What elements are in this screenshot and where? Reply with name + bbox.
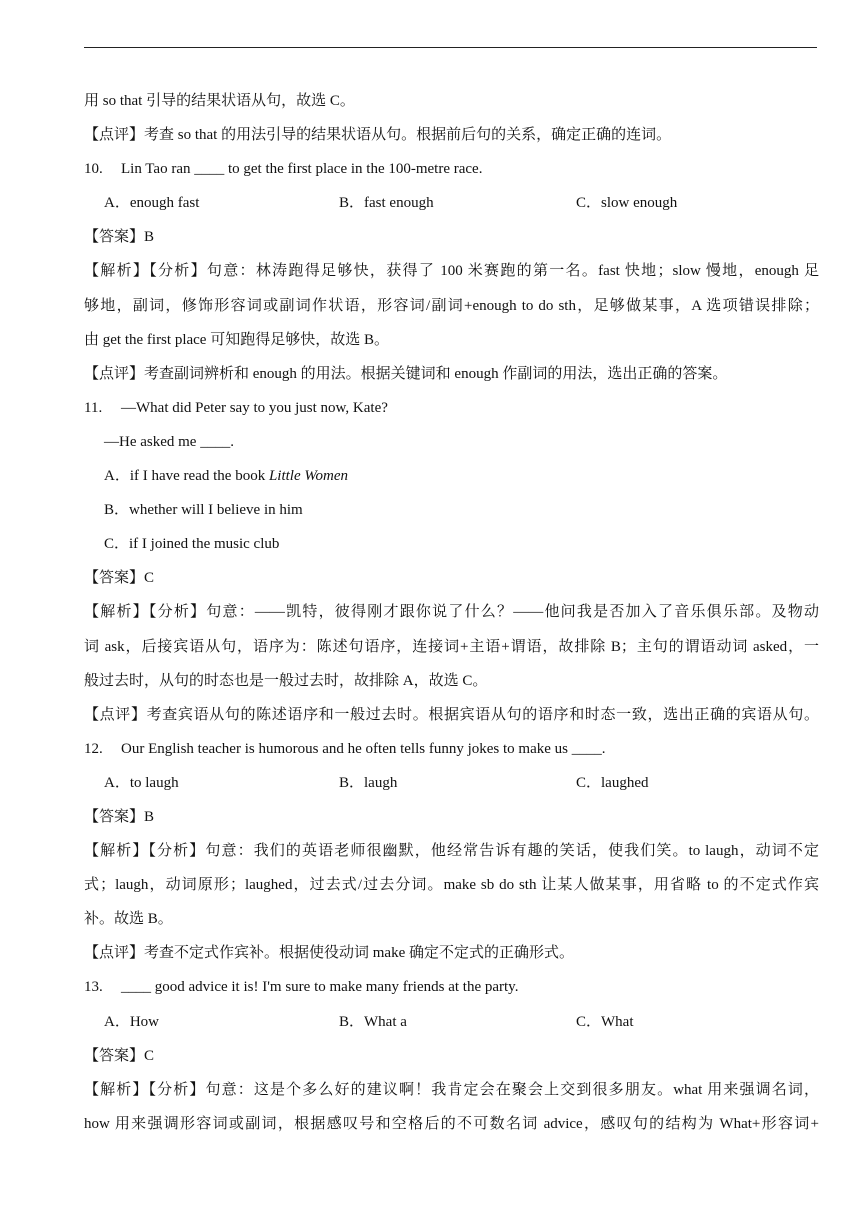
option-a [84, 459, 819, 493]
option-c: C．slow enough [576, 195, 678, 212]
analysis-line: 【解析】【分析】句意：我们的英语老师很幽默，他经常告诉有趣的笑话，使我们笑。to laugh，动词不定 [84, 843, 819, 860]
analysis-line: 补。故选 B。 [84, 911, 173, 928]
analysis-line: 【解析】【分析】句意：林涛跑得足够快，获得了 100 米赛跑的第一名。fast 快地；slow 慢地，enough 足 [84, 263, 819, 280]
question-stem: Our English teacher is humorous and he often tells funny jokes to make us ____. [121, 740, 606, 757]
question-13 [84, 970, 819, 1004]
question-number: 12. [84, 740, 103, 757]
option-a: A．to laugh [104, 774, 179, 791]
comment-line: 【点评】考查副词辨析和 enough 的用法。根据关键词和 enough 作副词的用法，选出正确的答案。 [84, 365, 728, 382]
book-title: Little Women [268, 468, 348, 485]
analysis-line: 【解析】【分析】句意：——凯特，彼得刚才跟你说了什么？——他问我是否加入了音乐俱乐部。及物动 [84, 604, 819, 621]
text-line: 用 so that 引导的结果状语从句，故选 C。 [84, 93, 355, 109]
option-a: A．enough fast [104, 195, 200, 212]
option-b: B．What a [339, 1013, 407, 1030]
document-body [84, 84, 819, 1141]
option-a: A．How [104, 1013, 159, 1030]
question-stem: —What did Peter say to you just now, Kate? [121, 399, 388, 416]
analysis-line: 够地，副词，修饰形容词或副词作状语，形容词/副词+enough to do sth，足够做某事，A 选项错误排除； [84, 297, 819, 314]
question-stem: Lin Tao ran ____ to get the first place in the 100-metre race. [121, 161, 483, 178]
option-c: C．if I joined the music club [104, 536, 280, 553]
option-b: B．whether will I believe in him [104, 502, 303, 519]
analysis-line: 般过去时，从句的时态也是一般过去时，故排除 A，故选 C。 [84, 672, 488, 689]
comment-line: 【点评】考查宾语从句的陈述语序和一般过去时。根据宾语从句的语序和时态一致，选出正确的宾语从句。 [84, 706, 819, 723]
option-a-text: A．if I have read the book [104, 468, 269, 485]
options-row [84, 186, 819, 220]
question-10 [84, 152, 819, 186]
question-number: 11. [84, 399, 103, 416]
option-b: B．laugh [339, 774, 398, 791]
question-11 [84, 391, 819, 425]
question-12 [84, 732, 819, 766]
option-c: C．What [576, 1013, 634, 1030]
question-number: 10. [84, 161, 103, 178]
option-b: B．fast enough [339, 195, 434, 212]
analysis-line: 词 ask，后接宾语从句，语序为：陈述句语序，连接词+主语+谓语，故排除 B；主句的谓语动词 asked，一 [84, 638, 819, 655]
question-stem-reply: —He asked me ____. [104, 433, 234, 450]
analysis-line: 【解析】【分析】句意：这是个多么好的建议啊！我肯定会在聚会上交到很多朋友。what 用来强调名词， [84, 1081, 819, 1098]
answer-line: 【答案】B [84, 229, 155, 246]
question-number: 13. [84, 979, 103, 996]
answer-line: 【答案】B [84, 808, 155, 825]
header-rule [84, 47, 817, 48]
comment-line: 【点评】考查 so that 的用法引导的结果状语从句。根据前后句的关系，确定正确的连词。 [84, 127, 672, 144]
option-c: C．laughed [576, 774, 649, 791]
options-row [84, 766, 819, 800]
analysis-line: 由 get the first place 可知跑得足够快，故选 B。 [84, 331, 389, 348]
analysis-line: how 用来强调形容词或副词，根据感叹号和空格后的不可数名词 advice，感叹句的结构为 What+形容词+ [84, 1115, 819, 1132]
question-stem: ____ good advice it is! I'm sure to make many friends at the party. [121, 979, 519, 996]
options-row [84, 1005, 819, 1039]
answer-line: 【答案】C [84, 1047, 155, 1064]
answer-line: 【答案】C [84, 570, 155, 587]
analysis-line: 式；laugh，动词原形；laughed，过去式/过去分词。make sb do sth 让某人做某事，用省略 to 的不定式作宾 [84, 877, 819, 894]
comment-line: 【点评】考查不定式作宾补。根据使役动词 make 确定不定式的正确形式。 [84, 945, 574, 962]
